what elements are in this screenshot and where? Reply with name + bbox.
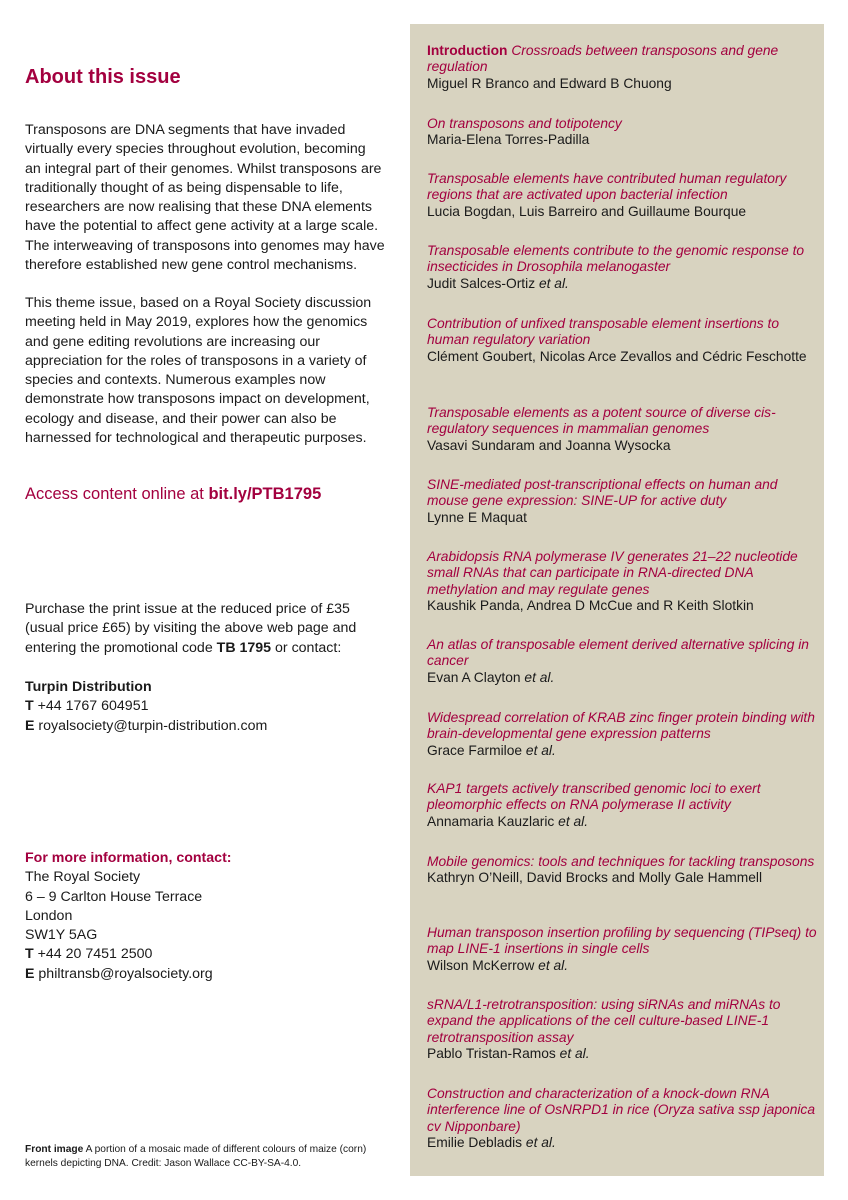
promo-code: TB 1795 bbox=[216, 639, 272, 656]
caption-text: A portion of a mosaic made of different colours of maize (corn) kernels depicting DNA. Credit: Jason Wallace CC-BY-SA-4.0. bbox=[25, 1144, 367, 1169]
contact-address-1: 6 – 9 Carlton House Terrace bbox=[25, 888, 203, 905]
caption-label: Front image bbox=[25, 1144, 84, 1155]
phone-label: T bbox=[25, 946, 34, 963]
article-authors: Kathryn O’Neill, David Brocks and Molly Gale Hammell bbox=[427, 870, 763, 886]
purchase-text-1: Purchase the print issue at the reduced price of £35 (usual price £65) by visiting the above web page and entering the promotional code bbox=[25, 601, 357, 656]
article-authors: Clément Goubert, Nicolas Arce Zevallos and Cédric Feschotte bbox=[427, 348, 807, 364]
access-line bbox=[25, 485, 321, 504]
article-authors: Emilie Debladis bbox=[427, 1134, 526, 1150]
contact-block bbox=[25, 849, 395, 984]
article-item[interactable] bbox=[427, 243, 822, 292]
contact-phone: +44 20 7451 2500 bbox=[37, 946, 153, 963]
article-item[interactable] bbox=[427, 316, 822, 365]
article-etal: et al. bbox=[538, 275, 569, 291]
article-authors: Annamaria Kauzlaric bbox=[427, 813, 559, 829]
article-authors: Pablo Tristan-Ramos bbox=[427, 1045, 560, 1061]
article-title: Transposable elements have contributed human regulatory regions that are activated upon bacterial infection bbox=[427, 171, 787, 203]
article-etal: et al. bbox=[559, 1045, 590, 1061]
article-item[interactable] bbox=[427, 710, 822, 759]
contact-email[interactable]: philtransb@royalsociety.org bbox=[38, 965, 213, 982]
article-item[interactable] bbox=[427, 116, 822, 149]
article-authors: Wilson McKerrow bbox=[427, 957, 539, 973]
contact-heading: For more information, contact: bbox=[25, 850, 232, 866]
article-title: An atlas of transposable element derived alternative splicing in cancer bbox=[427, 637, 809, 669]
article-authors: Judit Salces-Ortiz bbox=[427, 275, 539, 291]
article-item[interactable] bbox=[427, 171, 822, 220]
distributor-name: Turpin Distribution bbox=[25, 679, 152, 695]
article-authors: Kaushik Panda, Andrea D McCue and R Keith Slotkin bbox=[427, 597, 754, 613]
contact-address-2: London bbox=[25, 907, 73, 924]
article-item[interactable] bbox=[427, 477, 822, 526]
access-text: Access content online at bbox=[25, 485, 209, 503]
article-authors: Lynne E Maquat bbox=[427, 509, 527, 525]
email-label: E bbox=[25, 717, 35, 734]
distributor-phone: +44 1767 604951 bbox=[37, 698, 149, 715]
article-etal: et al. bbox=[558, 813, 589, 829]
article-item[interactable] bbox=[427, 549, 822, 614]
email-label: E bbox=[25, 965, 35, 982]
article-item[interactable] bbox=[427, 405, 822, 454]
distributor-email[interactable]: royalsociety@turpin-distribution.com bbox=[38, 717, 268, 734]
article-item[interactable] bbox=[427, 637, 822, 686]
article-title: KAP1 targets actively transcribed genomic loci to exert pleomorphic effects on RNA polymerase II activity bbox=[427, 781, 761, 813]
intro-paragraph: Transposons are DNA segments that have invaded virtually every species throughout evolution, becoming an integral part of their genomes. Whilst transposons are traditionally thought of as being dispensable to life, researchers are now realising that these DNA elements have the potential to affect gene activity at a large scale. The interweaving of transposons into genomes may have therefore established new gene control mechanisms. bbox=[25, 122, 385, 274]
page-title: About this issue bbox=[25, 66, 181, 88]
article-title: Mobile genomics: tools and techniques for tackling transposons bbox=[427, 854, 815, 869]
article-etal: et al. bbox=[525, 742, 556, 758]
article-title: Transposable elements contribute to the genomic response to insecticides in Drosophila melanogaster bbox=[427, 243, 805, 275]
contact-org: The Royal Society bbox=[25, 869, 141, 886]
article-title: Crossroads between transposons and gene regulation bbox=[427, 43, 779, 75]
article-item[interactable] bbox=[427, 925, 822, 974]
article-title: Widespread correlation of KRAB zinc finger protein binding with brain-developmental gene expression patterns bbox=[427, 710, 815, 742]
article-title: SINE-mediated post-transcriptional effects on human and mouse gene expression: SINE-UP for active duty bbox=[427, 477, 778, 509]
access-link[interactable]: bit.ly/PTB1795 bbox=[208, 485, 322, 503]
contents-panel bbox=[410, 24, 824, 1176]
article-prefix: Introduction bbox=[427, 43, 508, 58]
article-title: On transposons and totipotency bbox=[427, 116, 622, 131]
distributor-block bbox=[25, 678, 395, 736]
article-title: Human transposon insertion profiling by sequencing (TIPseq) to map LINE-1 insertions in single cells bbox=[427, 925, 817, 957]
article-authors: Lucia Bogdan, Luis Barreiro and Guillaume Bourque bbox=[427, 203, 747, 219]
front-image-caption bbox=[25, 1143, 400, 1170]
article-item[interactable] bbox=[427, 1086, 822, 1151]
article-item[interactable] bbox=[427, 997, 822, 1062]
article-title: Arabidopsis RNA polymerase IV generates 21–22 nucleotide small RNAs that can participate in RNA-directed DNA methylation and may regulate genes bbox=[427, 549, 798, 597]
article-title: Transposable elements as a potent source of diverse cis-regulatory sequences in mammalian genomes bbox=[427, 405, 776, 437]
theme-paragraph: This theme issue, based on a Royal Society discussion meeting held in May 2019, explores how the genomics and gene editing revolutions are increasing our appreciation for the roles of transposons in a variety of species and contexts. Numerous examples now demonstrate how transposons impact on development, ecology and disease, and their power can also be harnessed for technological and therapeutic purposes. bbox=[25, 295, 372, 447]
purchase-paragraph bbox=[25, 600, 385, 658]
article-etal: et al. bbox=[538, 957, 569, 973]
article-authors: Vasavi Sundaram and Joanna Wysocka bbox=[427, 437, 671, 453]
purchase-text-2: or contact: bbox=[271, 639, 342, 656]
article-etal: et al. bbox=[524, 669, 555, 685]
article-authors: Maria-Elena Torres-Padilla bbox=[427, 132, 590, 148]
contact-postcode: SW1Y 5AG bbox=[25, 927, 98, 944]
phone-label: T bbox=[25, 698, 34, 715]
article-item[interactable] bbox=[427, 854, 822, 887]
article-title: Construction and characterization of a knock-down RNA interference line of OsNRPD1 in rice (Oryza sativa ssp japonica cv Nipponbare) bbox=[427, 1086, 816, 1134]
article-etal: et al. bbox=[525, 1134, 556, 1150]
article-authors: Miguel R Branco and Edward B Chuong bbox=[427, 75, 672, 91]
article-item[interactable] bbox=[427, 43, 822, 92]
article-authors: Grace Farmiloe bbox=[427, 742, 526, 758]
article-authors: Evan A Clayton bbox=[427, 669, 525, 685]
article-item[interactable] bbox=[427, 781, 822, 830]
article-title: sRNA/L1-retrotransposition: using siRNAs and miRNAs to expand the applications of the cell culture-based LINE-1 retrotransposition assay bbox=[427, 997, 781, 1045]
article-title: Contribution of unfixed transposable element insertions to human regulatory variation bbox=[427, 316, 780, 348]
